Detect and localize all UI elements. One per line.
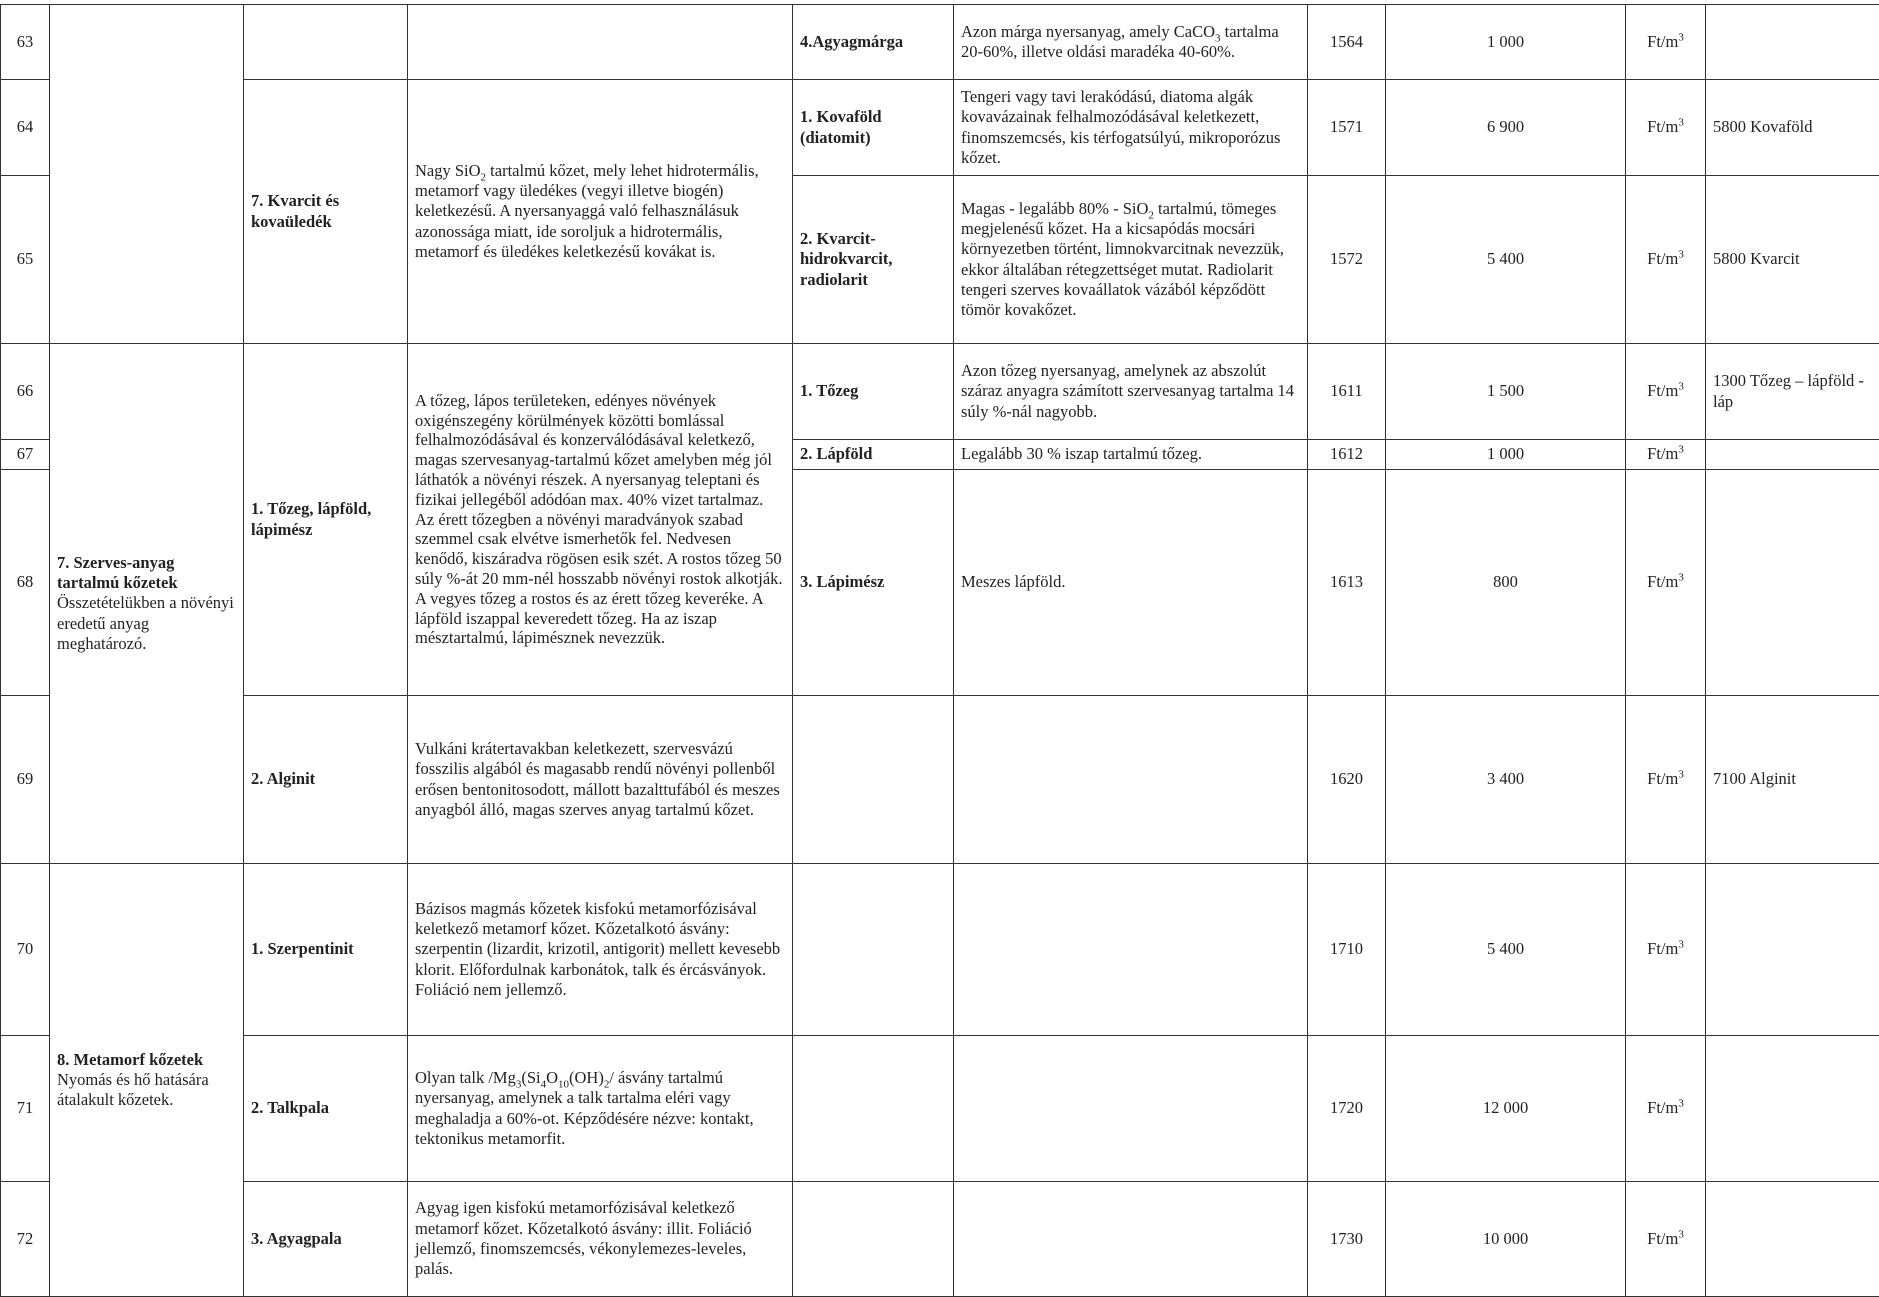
price-cell: 12 000 <box>1386 1036 1626 1182</box>
note-cell-empty <box>1706 440 1879 470</box>
group-subtitle: Összetételükben a növényi eredetű anyag meghatározó. <box>57 593 236 654</box>
subtype-name-empty <box>793 864 954 1036</box>
subtype-name-empty <box>793 1182 954 1297</box>
group-cell-empty <box>50 5 244 80</box>
unit-cell: $Ft/m^3$ <box>1626 696 1706 864</box>
type-description: A tőzeg, lápos területeken, edényes növények oxigénszegény körülmények közötti bomlással felhalmozódásával és konzerválódásával keletkező, magas szervesanyag-tartalmú kőzet amelyben még jól láthatók a növényi részek. A nyersanyag teleptani és fizikai jellegéből adódóan max. 40% vizet tartalmaz. Az érett tőzegben a növényi maradványok szabad szemmel csak elvétve ismerhetők fel. Nedvesen kenődő, kiszáradva rögösen esik szét. A rostos tőzeg 50 súly %-át 20 mm-nél hosszabb növényi rostok alkotják. A vegyes tőzeg a rostos és az érett tőzeg keveréke. A lápföld iszappal keveredett tőzeg. Ha az iszap mésztartalmú, lápimésznek nevezzük. <box>408 344 793 696</box>
subtype-name: 3. Lápimész <box>793 470 954 696</box>
type-description: Olyan talk $/Mg_3(Si_4O_{10}(OH)_2/$ ásvány tartalmú nyersanyag, amelynek a talk tartalma eléri vagy meghaladja a 60%-ot. Képződésére nézve: kontakt, tektonikus metamorfit. <box>408 1036 793 1182</box>
note-cell: 7100 Alginit <box>1706 696 1879 864</box>
unit-cell: $Ft/m^3$ <box>1626 1182 1706 1297</box>
price-cell: 5 400 <box>1386 864 1626 1036</box>
subtype-name-empty <box>793 1036 954 1182</box>
row-number: 68 <box>1 470 50 696</box>
price-cell: 1 000 <box>1386 440 1626 470</box>
group-subtitle: Nyomás és hő hatására átalakult kőzetek. <box>57 1070 236 1111</box>
group-cell <box>50 864 244 1297</box>
subtype-name-empty <box>793 696 954 864</box>
subtype-description: Legalább 30 % iszap tartalmú tőzeg. <box>954 440 1308 470</box>
row-number: 70 <box>1 864 50 1036</box>
type-name: 7. Kvarcit és kovaüledék <box>244 80 408 344</box>
table-row <box>1 1182 1879 1297</box>
note-cell: 1300 Tőzeg – lápföld - láp <box>1706 344 1879 440</box>
subtype-description-empty <box>954 1036 1308 1182</box>
type-name: 2. Alginit <box>244 696 408 864</box>
table-row <box>1 864 1879 1036</box>
subtype-description: Meszes lápföld. <box>954 470 1308 696</box>
subtype-name: 2. Lápföld <box>793 440 954 470</box>
type-description: Agyag igen kisfokú metamorfózisával keletkező metamorf kőzet. Kőzetalkotó ásvány: illit. Foliáció jellemző, finomszemcsés, vékonylemezes-leveles, palás. <box>408 1182 793 1297</box>
code-cell: 1620 <box>1308 696 1386 864</box>
table-row <box>1 80 1879 176</box>
code-cell: 1611 <box>1308 344 1386 440</box>
type-description: Nagy SiO$_2$ tartalmú kőzet, mely lehet hidrotermális, metamorf vagy üledékes (vegyi illetve biogén) keletkezésű. A nyersanyaggá való felhasználásuk azonossága miatt, ide soroljuk a hidrotermális, metamorf és üledékes keletkezésű kovákat is. <box>408 80 793 344</box>
type-name: 1. Tőzeg, lápföld, lápimész <box>244 344 408 696</box>
subtype-description-empty <box>954 696 1308 864</box>
row-number: 63 <box>1 5 50 80</box>
subtype-description: Azon márga nyersanyag, amely CaCO$_3$ tartalma 20-60%, illetve oldási maradéka 40-60%. <box>954 5 1308 80</box>
code-cell: 1710 <box>1308 864 1386 1036</box>
row-number: 67 <box>1 440 50 470</box>
code-cell: 1571 <box>1308 80 1386 176</box>
subtype-description-empty <box>954 1182 1308 1297</box>
price-cell: 5 400 <box>1386 176 1626 344</box>
unit-cell: $Ft/m^3$ <box>1626 80 1706 176</box>
group-cell-empty <box>50 80 244 344</box>
type-cell-empty <box>244 5 408 80</box>
price-cell: 800 <box>1386 470 1626 696</box>
note-cell-empty <box>1706 5 1879 80</box>
subtype-description: Magas - legalább 80% - SiO$_2$ tartalmú, tömeges megjelenésű kőzet. Ha a kicsapódás mocsári környezetben történt, limnokvarcitnak nevezzük, ekkor általában rétegzettséget mutat. Radiolarit tengeri szerves kovaállatok vázából képződött tömör kovakőzet. <box>954 176 1308 344</box>
table-row <box>1 1036 1879 1182</box>
rock-classification-table <box>0 4 1879 1297</box>
note-cell-empty <box>1706 470 1879 696</box>
row-number: 66 <box>1 344 50 440</box>
subtype-name: 2. Kvarcit-hidrokvarcit, radiolarit <box>793 176 954 344</box>
subtype-description-empty <box>954 864 1308 1036</box>
note-cell-empty <box>1706 1182 1879 1297</box>
price-cell: 10 000 <box>1386 1182 1626 1297</box>
row-number: 65 <box>1 176 50 344</box>
group-title: 7. Szerves-anyag tartalmú kőzetek <box>57 553 236 594</box>
subtype-name: 1. Tőzeg <box>793 344 954 440</box>
unit-cell: $Ft/m^3$ <box>1626 5 1706 80</box>
code-cell: 1612 <box>1308 440 1386 470</box>
price-cell: 1 000 <box>1386 5 1626 80</box>
table-row <box>1 344 1879 440</box>
price-cell: 1 500 <box>1386 344 1626 440</box>
unit-cell: $Ft/m^3$ <box>1626 1036 1706 1182</box>
subtype-description: Azon tőzeg nyersanyag, amelynek az abszolút száraz anyagra számított szervesanyag tartalma 14 súly %-nál nagyobb. <box>954 344 1308 440</box>
row-number: 64 <box>1 80 50 176</box>
group-title: 8. Metamorf kőzetek <box>57 1050 236 1070</box>
code-cell: 1564 <box>1308 5 1386 80</box>
unit-cell: $Ft/m^3$ <box>1626 470 1706 696</box>
type-name: 1. Szerpentinit <box>244 864 408 1036</box>
code-cell: 1730 <box>1308 1182 1386 1297</box>
code-cell: 1572 <box>1308 176 1386 344</box>
row-number: 71 <box>1 1036 50 1182</box>
group-cell <box>50 344 244 864</box>
code-cell: 1720 <box>1308 1036 1386 1182</box>
type-description: Bázisos magmás kőzetek kisfokú metamorfózisával keletkező metamorf kőzet. Kőzetalkotó ásvány: szerpentin (lizardit, krizotil, antigorit) mellett kevesebb klorit. Előfordulnak karbonátok, talk és ércásványok. Foliáció nem jellemző. <box>408 864 793 1036</box>
type-description: Vulkáni krátertavakban keletkezett, szervesvázú fosszilis algából és magasabb rendű növényi pollenből erősen bentonitosodott, mállott bazalttufából és meszes anyagból álló, magas szerves anyag tartalmú kőzet. <box>408 696 793 864</box>
note-cell: 5800 Kovaföld <box>1706 80 1879 176</box>
unit-cell: $Ft/m^3$ <box>1626 344 1706 440</box>
subtype-name: 4.Agyagmárga <box>793 5 954 80</box>
type-name: 2. Talkpala <box>244 1036 408 1182</box>
table-row <box>1 696 1879 864</box>
price-cell: 6 900 <box>1386 80 1626 176</box>
unit-cell: $Ft/m^3$ <box>1626 864 1706 1036</box>
row-number: 69 <box>1 696 50 864</box>
unit-cell: $Ft/m^3$ <box>1626 440 1706 470</box>
code-cell: 1613 <box>1308 470 1386 696</box>
unit-cell: $Ft/m^3$ <box>1626 176 1706 344</box>
note-cell-empty <box>1706 1036 1879 1182</box>
type-name: 3. Agyagpala <box>244 1182 408 1297</box>
type-desc-empty <box>408 5 793 80</box>
subtype-description: Tengeri vagy tavi lerakódású, diatoma algák kovavázainak felhalmozódásával keletkezett, finomszemcsés, kis térfogatsúlyú, mikroporózus kőzet. <box>954 80 1308 176</box>
table-row <box>1 5 1879 80</box>
price-cell: 3 400 <box>1386 696 1626 864</box>
row-number: 72 <box>1 1182 50 1297</box>
note-cell: 5800 Kvarcit <box>1706 176 1879 344</box>
subtype-name: 1. Kovaföld (diatomit) <box>793 80 954 176</box>
note-cell-empty <box>1706 864 1879 1036</box>
